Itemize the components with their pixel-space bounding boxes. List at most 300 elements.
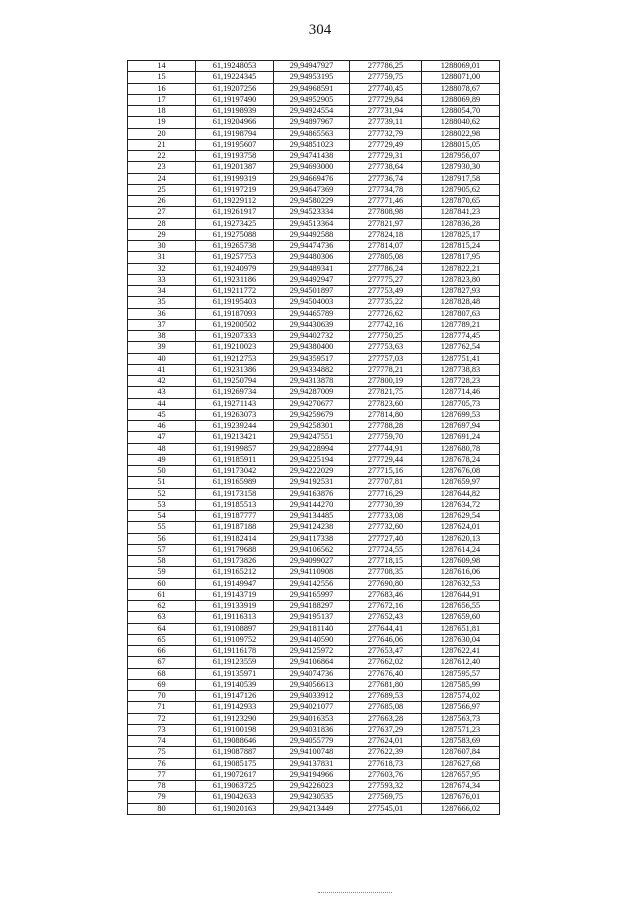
point-number-cell: 54 [128,511,196,522]
x-coordinate-cell: 277603,76 [350,769,422,780]
latitude-cell: 61,19133919 [196,601,274,612]
table-row [128,702,500,713]
y-coordinate-cell: 1287870,65 [422,196,500,207]
table-row [128,72,500,83]
table-row [128,83,500,94]
point-number-cell: 58 [128,556,196,567]
y-coordinate-cell: 1288015,05 [422,139,500,150]
table-row [128,724,500,735]
table-row [128,758,500,769]
x-coordinate-cell: 277662,02 [350,657,422,668]
point-number-cell: 75 [128,747,196,758]
point-number-cell: 19 [128,117,196,128]
longitude-cell: 29,94074736 [274,668,350,679]
point-number-cell: 42 [128,376,196,387]
table-row [128,241,500,252]
table-row [128,184,500,195]
longitude-cell: 29,94100748 [274,747,350,758]
table-row [128,432,500,443]
table-row [128,342,500,353]
x-coordinate-cell: 277622,39 [350,747,422,758]
y-coordinate-cell: 1287620,13 [422,533,500,544]
longitude-cell: 29,94865563 [274,128,350,139]
latitude-cell: 61,19271143 [196,398,274,409]
longitude-cell: 29,94313878 [274,376,350,387]
point-number-cell: 35 [128,297,196,308]
longitude-cell: 29,94163876 [274,488,350,499]
y-coordinate-cell: 1287699,53 [422,409,500,420]
x-coordinate-cell: 277724,55 [350,544,422,555]
point-number-cell: 47 [128,432,196,443]
longitude-cell: 29,94334882 [274,364,350,375]
table-row [128,477,500,488]
y-coordinate-cell: 1287624,01 [422,522,500,533]
point-number-cell: 45 [128,409,196,420]
longitude-cell: 29,94897967 [274,117,350,128]
longitude-cell: 29,94192531 [274,477,350,488]
latitude-cell: 61,19187777 [196,511,274,522]
table-row [128,297,500,308]
x-coordinate-cell: 277805,08 [350,252,422,263]
x-coordinate-cell: 277646,06 [350,634,422,645]
table-row [128,803,500,814]
longitude-cell: 29,94380400 [274,342,350,353]
point-number-cell: 68 [128,668,196,679]
latitude-cell: 61,19185513 [196,499,274,510]
x-coordinate-cell: 277690,80 [350,578,422,589]
x-coordinate-cell: 277707,81 [350,477,422,488]
x-coordinate-cell: 277744,91 [350,443,422,454]
y-coordinate-cell: 1288069,01 [422,61,500,72]
x-coordinate-cell: 277740,45 [350,83,422,94]
latitude-cell: 61,19263073 [196,409,274,420]
table-row [128,128,500,139]
x-coordinate-cell: 277716,29 [350,488,422,499]
y-coordinate-cell: 1287705,73 [422,398,500,409]
point-number-cell: 60 [128,578,196,589]
longitude-cell: 29,94465789 [274,308,350,319]
x-coordinate-cell: 277729,84 [350,94,422,105]
latitude-cell: 61,19275088 [196,229,274,240]
point-number-cell: 30 [128,241,196,252]
latitude-cell: 61,19100198 [196,724,274,735]
longitude-cell: 29,94110908 [274,567,350,578]
latitude-cell: 61,19173158 [196,488,274,499]
latitude-cell: 61,19165989 [196,477,274,488]
table-row [128,139,500,150]
point-number-cell: 31 [128,252,196,263]
table-row [128,319,500,330]
y-coordinate-cell: 1287738,83 [422,364,500,375]
y-coordinate-cell: 1287614,24 [422,544,500,555]
longitude-cell: 29,94492947 [274,274,350,285]
y-coordinate-cell: 1287807,63 [422,308,500,319]
y-coordinate-cell: 1287917,58 [422,173,500,184]
table-row [128,781,500,792]
x-coordinate-cell: 277732,60 [350,522,422,533]
latitude-cell: 61,19224345 [196,72,274,83]
point-number-cell: 43 [128,387,196,398]
x-coordinate-cell: 277644,41 [350,623,422,634]
y-coordinate-cell: 1287676,01 [422,792,500,803]
y-coordinate-cell: 1287630,04 [422,634,500,645]
y-coordinate-cell: 1287566,97 [422,702,500,713]
y-coordinate-cell: 1287574,02 [422,691,500,702]
latitude-cell: 61,19135971 [196,668,274,679]
point-number-cell: 52 [128,488,196,499]
point-number-cell: 37 [128,319,196,330]
table-row [128,533,500,544]
point-number-cell: 51 [128,477,196,488]
x-coordinate-cell: 277771,46 [350,196,422,207]
table-row [128,106,500,117]
x-coordinate-cell: 277814,80 [350,409,422,420]
longitude-cell: 29,94474736 [274,241,350,252]
x-coordinate-cell: 277742,16 [350,319,422,330]
point-number-cell: 61 [128,589,196,600]
latitude-cell: 61,19200502 [196,319,274,330]
latitude-cell: 61,19239244 [196,421,274,432]
point-number-cell: 21 [128,139,196,150]
longitude-cell: 29,94125972 [274,646,350,657]
point-number-cell: 16 [128,83,196,94]
table-row [128,668,500,679]
point-number-cell: 28 [128,218,196,229]
x-coordinate-cell: 277735,22 [350,297,422,308]
latitude-cell: 61,19087887 [196,747,274,758]
table-row [128,454,500,465]
x-coordinate-cell: 277824,18 [350,229,422,240]
x-coordinate-cell: 277729,49 [350,139,422,150]
x-coordinate-cell: 277739,11 [350,117,422,128]
latitude-cell: 61,19123559 [196,657,274,668]
point-number-cell: 80 [128,803,196,814]
latitude-cell: 61,19108897 [196,623,274,634]
latitude-cell: 61,19187188 [196,522,274,533]
x-coordinate-cell: 277569,75 [350,792,422,803]
longitude-cell: 29,94492588 [274,229,350,240]
y-coordinate-cell: 1287762,54 [422,342,500,353]
x-coordinate-cell: 277726,62 [350,308,422,319]
longitude-cell: 29,94137831 [274,758,350,769]
table-row [128,657,500,668]
x-coordinate-cell: 277734,78 [350,184,422,195]
y-coordinate-cell: 1287822,21 [422,263,500,274]
y-coordinate-cell: 1287644,82 [422,488,500,499]
longitude-cell: 29,94194966 [274,769,350,780]
latitude-cell: 61,19142933 [196,702,274,713]
point-number-cell: 70 [128,691,196,702]
x-coordinate-cell: 277715,16 [350,466,422,477]
x-coordinate-cell: 277800,19 [350,376,422,387]
table-row [128,612,500,623]
point-number-cell: 71 [128,702,196,713]
x-coordinate-cell: 277652,43 [350,612,422,623]
latitude-cell: 61,19088646 [196,736,274,747]
table-row [128,769,500,780]
x-coordinate-cell: 277823,60 [350,398,422,409]
table-row [128,466,500,477]
longitude-cell: 29,94134485 [274,511,350,522]
table-row [128,263,500,274]
latitude-cell: 61,19212753 [196,353,274,364]
point-number-cell: 49 [128,454,196,465]
y-coordinate-cell: 1288069,89 [422,94,500,105]
longitude-cell: 29,94021077 [274,702,350,713]
x-coordinate-cell: 277778,21 [350,364,422,375]
longitude-cell: 29,94213449 [274,803,350,814]
latitude-cell: 61,19195607 [196,139,274,150]
table-row [128,364,500,375]
point-number-cell: 14 [128,61,196,72]
y-coordinate-cell: 1287905,62 [422,184,500,195]
x-coordinate-cell: 277729,44 [350,454,422,465]
point-number-cell: 69 [128,679,196,690]
table-row [128,736,500,747]
x-coordinate-cell: 277593,32 [350,781,422,792]
y-coordinate-cell: 1288022,98 [422,128,500,139]
x-coordinate-cell: 277759,75 [350,72,422,83]
latitude-cell: 61,19143719 [196,589,274,600]
y-coordinate-cell: 1287612,40 [422,657,500,668]
y-coordinate-cell: 1287622,41 [422,646,500,657]
table-row [128,162,500,173]
y-coordinate-cell: 1287659,60 [422,612,500,623]
point-number-cell: 38 [128,331,196,342]
latitude-cell: 61,19197219 [196,184,274,195]
x-coordinate-cell: 277618,73 [350,758,422,769]
latitude-cell: 61,19211772 [196,286,274,297]
longitude-cell: 29,94117338 [274,533,350,544]
y-coordinate-cell: 1287691,24 [422,432,500,443]
coordinates-table [127,60,500,815]
point-number-cell: 65 [128,634,196,645]
latitude-cell: 61,19193758 [196,151,274,162]
longitude-cell: 29,94106562 [274,544,350,555]
y-coordinate-cell: 1287634,72 [422,499,500,510]
x-coordinate-cell: 277624,01 [350,736,422,747]
longitude-cell: 29,94181140 [274,623,350,634]
point-number-cell: 66 [128,646,196,657]
y-coordinate-cell: 1287836,28 [422,218,500,229]
longitude-cell: 29,94228994 [274,443,350,454]
latitude-cell: 61,19273425 [196,218,274,229]
longitude-cell: 29,94259679 [274,409,350,420]
point-number-cell: 62 [128,601,196,612]
y-coordinate-cell: 1287678,24 [422,454,500,465]
x-coordinate-cell: 277757,03 [350,353,422,364]
y-coordinate-cell: 1287728,23 [422,376,500,387]
x-coordinate-cell: 277775,27 [350,274,422,285]
table-row [128,387,500,398]
latitude-cell: 61,19198794 [196,128,274,139]
x-coordinate-cell: 277683,46 [350,589,422,600]
x-coordinate-cell: 277653,47 [350,646,422,657]
latitude-cell: 61,19063725 [196,781,274,792]
y-coordinate-cell: 1287825,17 [422,229,500,240]
table-row [128,218,500,229]
point-number-cell: 48 [128,443,196,454]
table-row [128,488,500,499]
point-number-cell: 34 [128,286,196,297]
table-row [128,556,500,567]
longitude-cell: 29,94055779 [274,736,350,747]
y-coordinate-cell: 1287674,34 [422,781,500,792]
point-number-cell: 63 [128,612,196,623]
longitude-cell: 29,94225194 [274,454,350,465]
latitude-cell: 61,19020163 [196,803,274,814]
point-number-cell: 18 [128,106,196,117]
table-row [128,499,500,510]
latitude-cell: 61,19197490 [196,94,274,105]
point-number-cell: 32 [128,263,196,274]
x-coordinate-cell: 277732,79 [350,128,422,139]
table-row [128,196,500,207]
point-number-cell: 57 [128,544,196,555]
table-row [128,94,500,105]
table-row [128,61,500,72]
latitude-cell: 61,19195403 [196,297,274,308]
table-row [128,713,500,724]
x-coordinate-cell: 277814,07 [350,241,422,252]
y-coordinate-cell: 1287714,46 [422,387,500,398]
latitude-cell: 61,19231386 [196,364,274,375]
table-row [128,117,500,128]
x-coordinate-cell: 277730,39 [350,499,422,510]
longitude-cell: 29,94480306 [274,252,350,263]
latitude-cell: 61,19240979 [196,263,274,274]
point-number-cell: 33 [128,274,196,285]
y-coordinate-cell: 1287656,55 [422,601,500,612]
table-row [128,286,500,297]
point-number-cell: 27 [128,207,196,218]
table-row [128,229,500,240]
point-number-cell: 50 [128,466,196,477]
y-coordinate-cell: 1287629,54 [422,511,500,522]
x-coordinate-cell: 277676,40 [350,668,422,679]
y-coordinate-cell: 1287659,97 [422,477,500,488]
longitude-cell: 29,94287009 [274,387,350,398]
y-coordinate-cell: 1287751,41 [422,353,500,364]
table-row [128,747,500,758]
longitude-cell: 29,94851023 [274,139,350,150]
longitude-cell: 29,94144270 [274,499,350,510]
x-coordinate-cell: 277708,35 [350,567,422,578]
longitude-cell: 29,94968591 [274,83,350,94]
latitude-cell: 61,19109752 [196,634,274,645]
x-coordinate-cell: 277733,08 [350,511,422,522]
longitude-cell: 29,94952905 [274,94,350,105]
table-row [128,634,500,645]
table-row [128,376,500,387]
point-number-cell: 26 [128,196,196,207]
latitude-cell: 61,19204966 [196,117,274,128]
table-row [128,308,500,319]
latitude-cell: 61,19179688 [196,544,274,555]
y-coordinate-cell: 1287956,07 [422,151,500,162]
y-coordinate-cell: 1287930,30 [422,162,500,173]
latitude-cell: 61,19182414 [196,533,274,544]
longitude-cell: 29,94504003 [274,297,350,308]
latitude-cell: 61,19201387 [196,162,274,173]
x-coordinate-cell: 277788,28 [350,421,422,432]
latitude-cell: 61,19149947 [196,578,274,589]
table-row [128,252,500,263]
y-coordinate-cell: 1287632,53 [422,578,500,589]
latitude-cell: 61,19257753 [196,252,274,263]
x-coordinate-cell: 277786,24 [350,263,422,274]
y-coordinate-cell: 1287841,23 [422,207,500,218]
page-number: 304 [308,22,332,38]
table-row [128,398,500,409]
point-number-cell: 44 [128,398,196,409]
point-number-cell: 76 [128,758,196,769]
y-coordinate-cell: 1287676,08 [422,466,500,477]
x-coordinate-cell: 277753,63 [350,342,422,353]
longitude-cell: 29,94142556 [274,578,350,589]
longitude-cell: 29,94430639 [274,319,350,330]
latitude-cell: 61,19140539 [196,679,274,690]
x-coordinate-cell: 277750,25 [350,331,422,342]
longitude-cell: 29,94647369 [274,184,350,195]
x-coordinate-cell: 277753,49 [350,286,422,297]
point-number-cell: 39 [128,342,196,353]
coordinates-table-body [128,61,500,815]
latitude-cell: 61,19187093 [196,308,274,319]
longitude-cell: 29,94188297 [274,601,350,612]
point-number-cell: 23 [128,162,196,173]
point-number-cell: 40 [128,353,196,364]
x-coordinate-cell: 277681,80 [350,679,422,690]
y-coordinate-cell: 1288071,00 [422,72,500,83]
table-row [128,331,500,342]
y-coordinate-cell: 1287595,57 [422,668,500,679]
point-number-cell: 77 [128,769,196,780]
latitude-cell: 61,19265738 [196,241,274,252]
point-number-cell: 79 [128,792,196,803]
footer-mark [318,892,392,893]
longitude-cell: 29,94513364 [274,218,350,229]
y-coordinate-cell: 1287815,24 [422,241,500,252]
y-coordinate-cell: 1287609,98 [422,556,500,567]
longitude-cell: 29,94580229 [274,196,350,207]
table-row [128,601,500,612]
longitude-cell: 29,94165997 [274,589,350,600]
x-coordinate-cell: 277808,98 [350,207,422,218]
latitude-cell: 61,19231186 [196,274,274,285]
latitude-cell: 61,19229112 [196,196,274,207]
x-coordinate-cell: 277731,94 [350,106,422,117]
y-coordinate-cell: 1287823,80 [422,274,500,285]
x-coordinate-cell: 277637,29 [350,724,422,735]
y-coordinate-cell: 1287651,81 [422,623,500,634]
longitude-cell: 29,94247551 [274,432,350,443]
latitude-cell: 61,19116313 [196,612,274,623]
table-row [128,511,500,522]
latitude-cell: 61,19123290 [196,713,274,724]
longitude-cell: 29,94124238 [274,522,350,533]
latitude-cell: 61,19116178 [196,646,274,657]
longitude-cell: 29,94402732 [274,331,350,342]
x-coordinate-cell: 277738,64 [350,162,422,173]
point-number-cell: 15 [128,72,196,83]
table-row [128,409,500,420]
y-coordinate-cell: 1287627,68 [422,758,500,769]
y-coordinate-cell: 1287644,91 [422,589,500,600]
table-row [128,691,500,702]
longitude-cell: 29,94523334 [274,207,350,218]
y-coordinate-cell: 1288078,67 [422,83,500,94]
